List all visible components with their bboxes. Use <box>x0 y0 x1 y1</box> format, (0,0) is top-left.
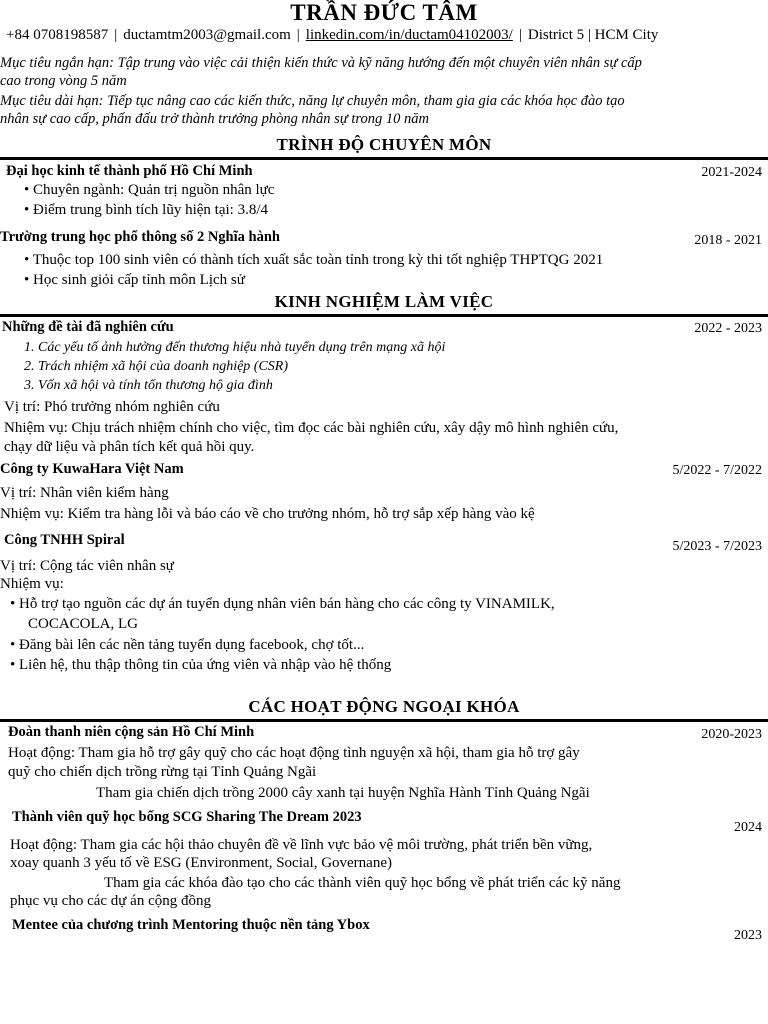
short-term-objective-cont: cao trong vòng 5 năm <box>0 73 127 89</box>
scg-date: 2024 <box>734 820 762 835</box>
ybox-org: Mentee của chương trình Mentoring thuộc nền tảng Ybox <box>12 917 370 933</box>
education-org: Đại học kinh tế thành phố Hồ Chí Minh <box>6 163 253 179</box>
research-duty-cont: chạy dữ liệu và phân tích kết quả hồi quy. <box>4 439 255 455</box>
contact-line: +84 0708198587 | ductamtm2003@gmail.com | linkedin.com/in/ductam04102003/ | District 5 | HCM City <box>6 27 659 43</box>
education-date: 2018 - 2021 <box>694 233 762 248</box>
education-date: 2021-2024 <box>701 165 762 180</box>
scg-activity: Hoạt động: Tham gia các hội thảo chuyên đề về lĩnh vực bảo vệ môi trường, phát triển bền vững, <box>10 837 593 853</box>
kuwahara-date: 5/2022 - 7/2022 <box>672 463 762 478</box>
scg-org: Thành viên quỹ học bổng SCG Sharing The Dream 2023 <box>12 809 362 825</box>
experience-section-title: KINH NGHIỆM LÀM VIỆC <box>274 292 494 311</box>
linkedin-link[interactable]: linkedin.com/in/ductam04102003/ <box>305 27 513 43</box>
youth-union-org: Đoàn thanh niên cộng sản Hồ Chí Minh <box>8 724 255 740</box>
spiral-org: Công TNHH Spiral <box>4 532 125 548</box>
spiral-date: 5/2023 - 7/2023 <box>672 539 762 554</box>
research-duty: Nhiệm vụ: Chịu trách nhiệm chính cho việc, tìm đọc các bài nghiên cứu, xây dậy mô hình nghiên cứu, <box>4 420 619 436</box>
list-item: • Thuộc top 100 sinh viên có thành tích xuất sắc toàn tỉnh trong kỳ thi tốt nghiệp THPTQG 2021 <box>24 252 604 268</box>
spiral-duty-label: Nhiệm vụ: <box>0 576 64 592</box>
activities-section-title: CÁC HOẠT ĐỘNG NGOẠI KHÓA <box>248 697 520 716</box>
research-topic: 3. Vốn xã hội và tính tổn thương hộ gia đình <box>24 378 273 393</box>
list-item-cont: COCACOLA, LG <box>28 616 139 632</box>
research-org: Những đề tài đã nghiên cứu <box>2 319 174 335</box>
kuwahara-role: Vị trí: Nhân viên kiểm hàng <box>0 485 169 501</box>
scg-training: Tham gia các khóa đào tạo cho các thành viên quỹ học bổng về phát triển các kỹ năng <box>104 875 621 891</box>
scg-activity-cont: xoay quanh 3 yếu tố về ESG (Environment, Social, Governane) <box>10 855 392 871</box>
short-term-objective: Mục tiêu ngắn hạn: Tập trung vào việc cải thiện kiến thức và kỹ năng hướng đến một chuyên viên nhân sự cấp <box>0 55 642 71</box>
kuwahara-duty: Nhiệm vụ: Kiểm tra hàng lỗi và báo cáo về cho trưởng nhóm, hỗ trợ sắp xếp hàng vào kệ <box>0 506 535 522</box>
research-topic: 1. Các yếu tố ảnh hưởng đến thương hiệu nhà tuyển dụng trên mạng xã hội <box>24 340 446 355</box>
long-term-objective-cont: nhân sự cao cấp, phấn đấu trở thành trưởng phòng nhân sự trong 10 năm <box>0 111 429 127</box>
education-section-title: TRÌNH ĐỘ CHUYÊN MÔN <box>276 135 492 154</box>
list-item: • Đăng bài lên các nền tảng tuyển dụng facebook, chợ tốt... <box>10 637 365 653</box>
list-item: • Chuyên ngành: Quản trị nguồn nhân lực <box>24 182 275 198</box>
phone-number: +84 0708198587 <box>6 27 109 43</box>
youth-union-campaign: Tham gia chiến dịch trồng 2000 cây xanh tại huyện Nghĩa Hành Tỉnh Quảng Ngãi <box>96 785 590 801</box>
section-divider <box>0 719 768 722</box>
list-item: • Hỗ trợ tạo nguồn các dự án tuyển dụng nhân viên bán hàng cho các công ty VINAMILK, <box>10 596 555 612</box>
email-address: ductamtm2003@gmail.com <box>123 27 291 43</box>
list-item: • Điểm trung bình tích lũy hiện tại: 3.8/4 <box>24 202 268 218</box>
research-topic: 2. Trách nhiệm xã hội của doanh nghiệp (CSR) <box>24 359 289 374</box>
education-org: Trường trung học phổ thông số 2 Nghĩa hành <box>0 229 280 245</box>
spiral-role: Vị trí: Cộng tác viên nhân sự <box>0 558 174 574</box>
ybox-date: 2023 <box>734 928 762 943</box>
research-role: Vị trí: Phó trưởng nhóm nghiên cứu <box>4 399 220 415</box>
section-divider <box>0 314 768 317</box>
long-term-objective: Mục tiêu dài hạn: Tiếp tục nâng cao các kiến thức, năng lự chuyên môn, tham gia gia các khóa học đào tạo <box>0 93 625 109</box>
list-item: • Học sinh giỏi cấp tỉnh môn Lịch sử <box>24 272 245 288</box>
kuwahara-org: Công ty KuwaHara Việt Nam <box>0 461 184 477</box>
scg-training-cont: phục vụ cho các dự án cộng đồng <box>10 893 211 909</box>
candidate-name: TRẦN ĐỨC TÂM <box>290 0 478 25</box>
list-item: • Liên hệ, thu thập thông tin của ứng viên và nhập vào hệ thống <box>10 657 392 673</box>
location: District 5 | HCM City <box>527 27 659 43</box>
section-divider <box>0 157 768 160</box>
youth-union-date: 2020-2023 <box>701 727 762 742</box>
youth-union-activity: Hoạt động: Tham gia hỗ trợ gây quỹ cho các hoạt động tình nguyện xã hội, tham gia hỗ trợ gây <box>8 745 580 761</box>
research-date: 2022 - 2023 <box>694 321 762 336</box>
youth-union-activity-cont: quỹ cho chiến dịch trồng rừng tại Tỉnh Quảng Ngãi <box>8 764 317 780</box>
